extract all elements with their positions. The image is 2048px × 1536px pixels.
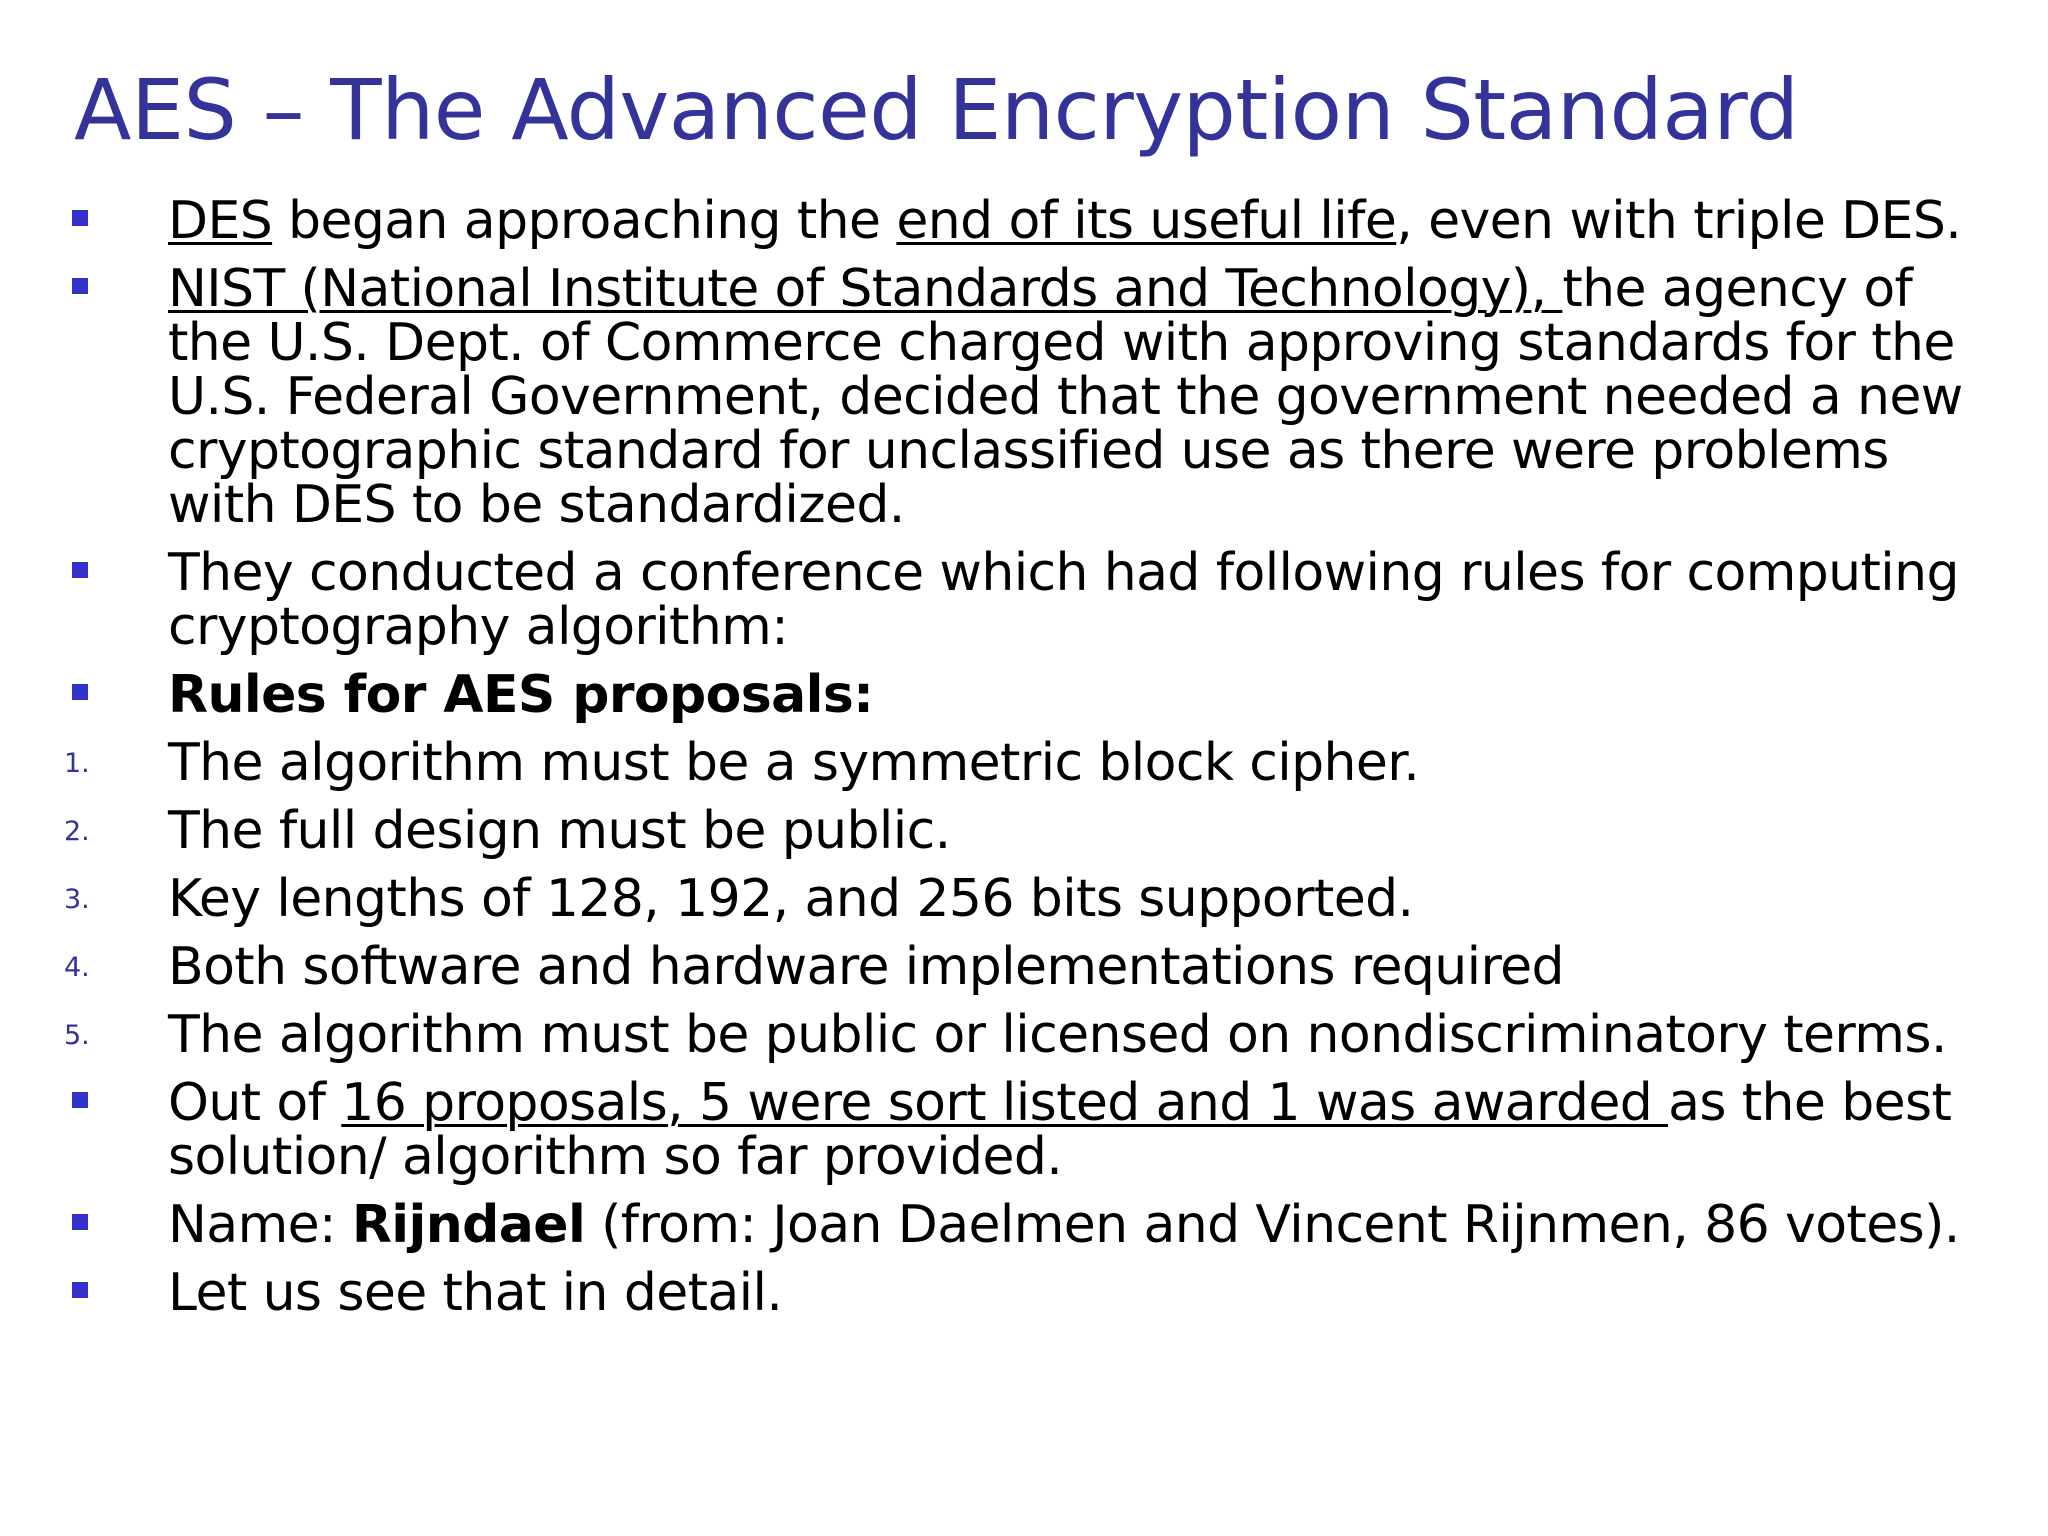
bullet-item (64, 1195, 2004, 1255)
square-bullet-icon (72, 562, 88, 578)
item-text: Key lengths of 128, 192, and 256 bits supported. (168, 869, 1414, 929)
item-number: 1. (64, 748, 90, 779)
item-number: 3. (64, 884, 90, 915)
underlined-text: NIST (National Institute of Standards and Technology), (168, 259, 1563, 319)
item-number: 2. (64, 816, 90, 847)
numbered-item (64, 801, 2004, 861)
item-text: began approaching the (272, 191, 897, 251)
item-text: as the best solution/ algorithm so far provided. (168, 1073, 1952, 1187)
item-text: The full design must be public. (168, 801, 951, 861)
item-text: They conducted a conference which had following rules for computing cryptography algorithm: (168, 543, 1959, 657)
numbered-item (64, 869, 2004, 929)
bold-text: Rules for AES proposals: (168, 665, 874, 725)
item-text: , even with triple DES. (1396, 191, 1962, 251)
square-bullet-icon (72, 1214, 88, 1230)
square-bullet-icon (72, 1092, 88, 1108)
bullet-list (64, 191, 2004, 1334)
bullet-item (64, 665, 2004, 725)
bullet-item (64, 1073, 2004, 1187)
numbered-item (64, 733, 2004, 793)
bullet-item (64, 259, 2004, 535)
square-bullet-icon (72, 684, 88, 700)
item-text: Name: (168, 1195, 352, 1255)
item-text: Out of (168, 1073, 342, 1133)
item-text: The algorithm must be a symmetric block cipher. (168, 733, 1420, 793)
square-bullet-icon (72, 278, 88, 294)
slide-title: AES – The Advanced Encryption Standard (74, 61, 1799, 159)
numbered-item (64, 1005, 2004, 1065)
bold-text: Rijndael (351, 1195, 586, 1255)
bullet-item (64, 543, 2004, 657)
item-number: 5. (64, 1020, 90, 1051)
item-text: The algorithm must be public or licensed on nondiscriminatory terms. (168, 1005, 1947, 1065)
underlined-text: DES (168, 191, 273, 251)
square-bullet-icon (72, 1282, 88, 1298)
item-text: Let us see that in detail. (168, 1263, 783, 1323)
numbered-item (64, 937, 2004, 997)
item-text: (from: Joan Daelmen and Vincent Rijnmen, 86 votes). (585, 1195, 1960, 1255)
item-number: 4. (64, 952, 90, 983)
bullet-item (64, 191, 2004, 251)
item-text: Both software and hardware implementations required (168, 937, 1564, 997)
bullet-item (64, 1263, 2004, 1323)
item-text: the agency of the U.S. Dept. of Commerce charged with approving standards for the U.S. Federal Government, decided that the government needed a new cryptographic standard for unclassified use as there were problems with DES to be standardized. (168, 259, 1963, 535)
underlined-text: end of its useful life (896, 191, 1397, 251)
underlined-text: 16 proposals, 5 were sort listed and 1 was awarded (341, 1073, 1669, 1133)
square-bullet-icon (72, 210, 88, 226)
